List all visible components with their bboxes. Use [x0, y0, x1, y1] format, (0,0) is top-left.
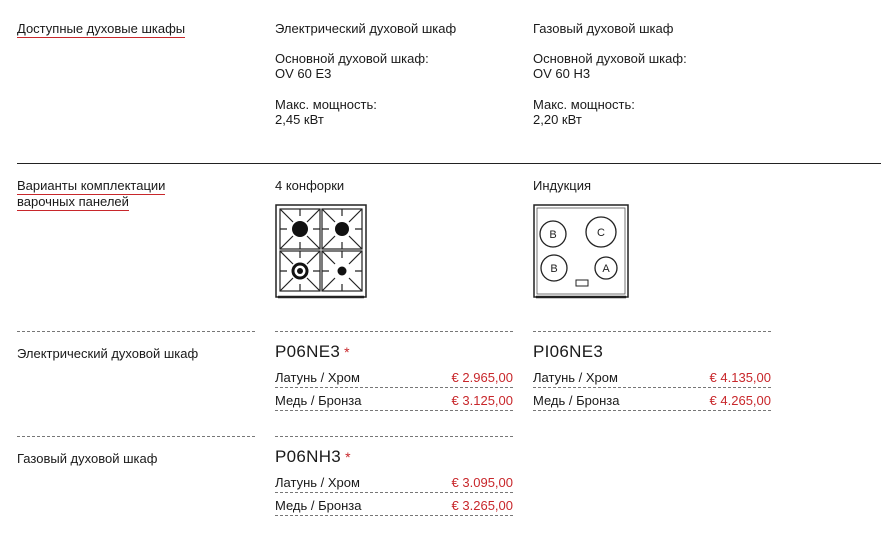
- asterisk-note: *: [344, 344, 350, 360]
- price-value: € 3.265,00: [451, 498, 513, 513]
- ovens-heading: [17, 21, 185, 37]
- burners-hob-title: 4 конфорки: [275, 178, 345, 193]
- model-name: P06NE3: [275, 342, 341, 361]
- price-value: € 4.265,00: [709, 393, 771, 408]
- price-row[interactable]: [275, 497, 513, 516]
- gas-oven-title: Газовый духовой шкаф: [533, 21, 674, 36]
- zone-label: A: [602, 263, 610, 275]
- electric-power-label: Макс. мощность:: [275, 97, 377, 112]
- ovens-heading-text: Доступные духовые шкафы: [17, 21, 186, 36]
- price-row[interactable]: [275, 369, 513, 388]
- model-p06ne3[interactable]: [275, 342, 350, 362]
- finish-label: Латунь / Хром: [275, 475, 360, 490]
- burner-large-icon: [292, 221, 308, 237]
- price-value: € 3.095,00: [451, 475, 513, 490]
- electric-oven-title: Электрический духовой шкаф: [275, 21, 457, 36]
- row-divider: [17, 331, 255, 332]
- gas-main-label: Основной духовой шкаф:: [533, 51, 687, 66]
- induction-hob-title: Индукция: [533, 178, 592, 193]
- model-pi06ne3[interactable]: [533, 342, 603, 362]
- price-row[interactable]: [533, 369, 771, 388]
- hobs-heading-line2: варочных панелей: [17, 194, 129, 209]
- price-row[interactable]: [275, 392, 513, 411]
- electric-main-label: Основной духовой шкаф:: [275, 51, 429, 66]
- finish-label: Латунь / Хром: [533, 370, 618, 385]
- zone-label: C: [597, 227, 605, 239]
- section-divider: [17, 163, 881, 164]
- gas-main-model: OV 60 H3: [533, 66, 591, 81]
- finish-label: Медь / Бронза: [275, 393, 362, 408]
- row-divider: [275, 436, 513, 437]
- model-name: P06NH3: [275, 447, 342, 466]
- price-value: € 4.135,00: [709, 370, 771, 385]
- induction-hob-image: [533, 204, 629, 299]
- row-divider: [275, 331, 513, 332]
- zone-label: B: [549, 229, 557, 241]
- gas-power-value: 2,20 кВт: [533, 112, 582, 127]
- hobs-heading-line1: Варианты комплектации: [17, 178, 166, 193]
- electric-main-model: OV 60 E3: [275, 66, 332, 81]
- finish-label: Медь / Бронза: [533, 393, 620, 408]
- price-row[interactable]: [533, 392, 771, 411]
- burners-hob-image: [275, 204, 367, 299]
- hobs-heading: [17, 178, 165, 210]
- finish-label: Латунь / Хром: [275, 370, 360, 385]
- asterisk-note: *: [345, 449, 351, 465]
- gas-row-label: Газовый духовой шкаф: [17, 451, 158, 466]
- electric-row-label: Электрический духовой шкаф: [17, 346, 199, 361]
- model-p06nh3[interactable]: [275, 447, 351, 467]
- model-name: PI06NE3: [533, 342, 604, 361]
- gas-power-label: Макс. мощность:: [533, 97, 635, 112]
- burner-small-icon: [338, 267, 347, 276]
- zone-label: B: [550, 263, 558, 275]
- price-value: € 2.965,00: [451, 370, 513, 385]
- price-value: € 3.125,00: [451, 393, 513, 408]
- price-row[interactable]: [275, 474, 513, 493]
- row-divider: [533, 331, 771, 332]
- electric-power-value: 2,45 кВт: [275, 112, 324, 127]
- finish-label: Медь / Бронза: [275, 498, 362, 513]
- row-divider: [17, 436, 255, 437]
- burner-medium-icon: [335, 222, 349, 236]
